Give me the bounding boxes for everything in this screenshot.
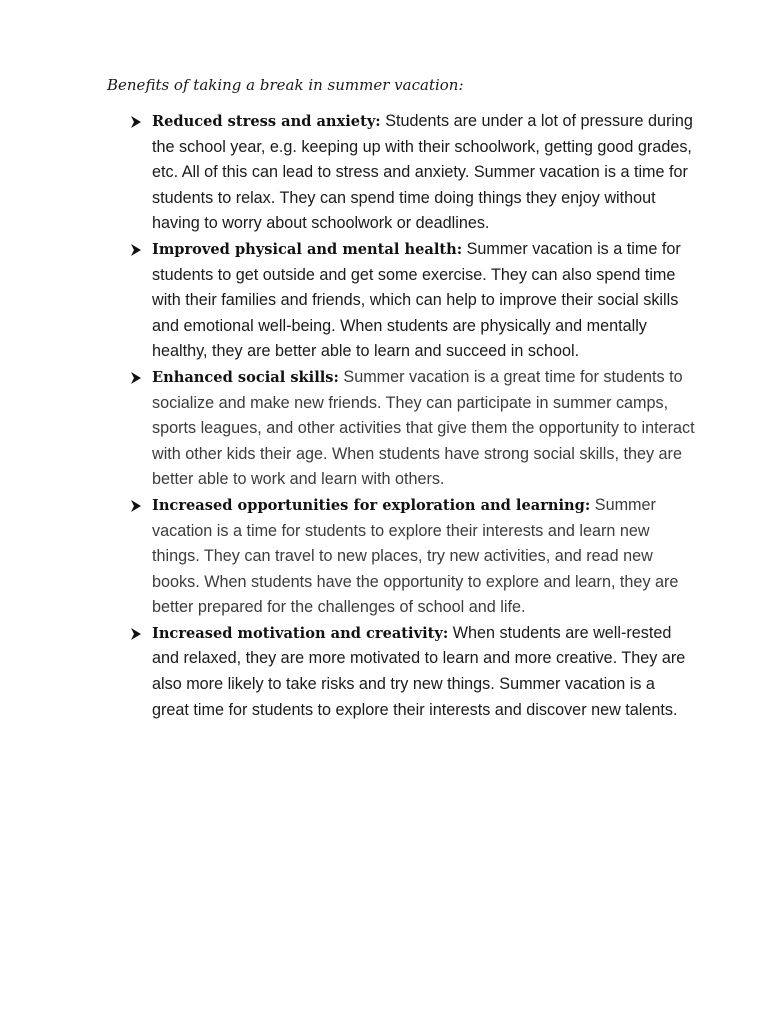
benefit-term: Enhanced social skills: xyxy=(152,368,339,386)
benefit-description: Summer vacation is a time for students to explore their interests and learn new things. They can travel to new places, try new activities, and read new books. When students have the opportunity to explore and learn, they are better prepared for the challenges of school and life. xyxy=(152,495,679,617)
document-heading: Benefits of taking a break in summer vacation: xyxy=(107,76,464,94)
benefit-term: Increased motivation and creativity: xyxy=(152,624,449,642)
benefit-term: Increased opportunities for exploration and learning: xyxy=(152,496,591,514)
list-item xyxy=(128,365,696,493)
benefit-description: Students are under a lot of pressure during the school year, e.g. keeping up with their schoolwork, getting good grades, etc. All of this can lead to stress and anxiety. Summer vacation is a time for students to relax. They can spend time doing things they enjoy without having to worry about schoolwork or deadlines. xyxy=(152,112,693,233)
list-item xyxy=(128,109,696,237)
arrowhead-bullet-icon xyxy=(130,372,142,384)
benefit-term: Improved physical and mental health: xyxy=(152,240,463,258)
list-item xyxy=(128,237,696,365)
benefits-list xyxy=(128,109,696,723)
arrowhead-bullet-icon xyxy=(130,628,142,640)
list-item xyxy=(128,621,696,723)
benefit-description: When students are well-rested and relaxed, they are more motivated to learn and more creative. They are also more likely to take risks and try new things. Summer vacation is a great time for students to explore their interests and discover new talents. xyxy=(152,623,686,719)
benefit-description: Summer vacation is a time for students to get outside and get some exercise. They can also spend time with their families and friends, which can help to improve their social skills and emotional well-being. When students are physically and mentally healthy, they are better able to learn and succeed in school. xyxy=(152,239,681,361)
benefit-term: Reduced stress and anxiety: xyxy=(152,113,381,130)
arrowhead-bullet-icon xyxy=(130,116,142,128)
list-item xyxy=(128,493,696,621)
benefit-description: Summer vacation is a great time for students to socialize and make new friends. They can participate in summer camps, sports leagues, and other activities that give them the opportunity to interact with other kids their age. When students have strong social skills, they are better able to work and learn with others. xyxy=(152,367,695,489)
arrowhead-bullet-icon xyxy=(130,244,142,256)
arrowhead-bullet-icon xyxy=(130,500,142,512)
